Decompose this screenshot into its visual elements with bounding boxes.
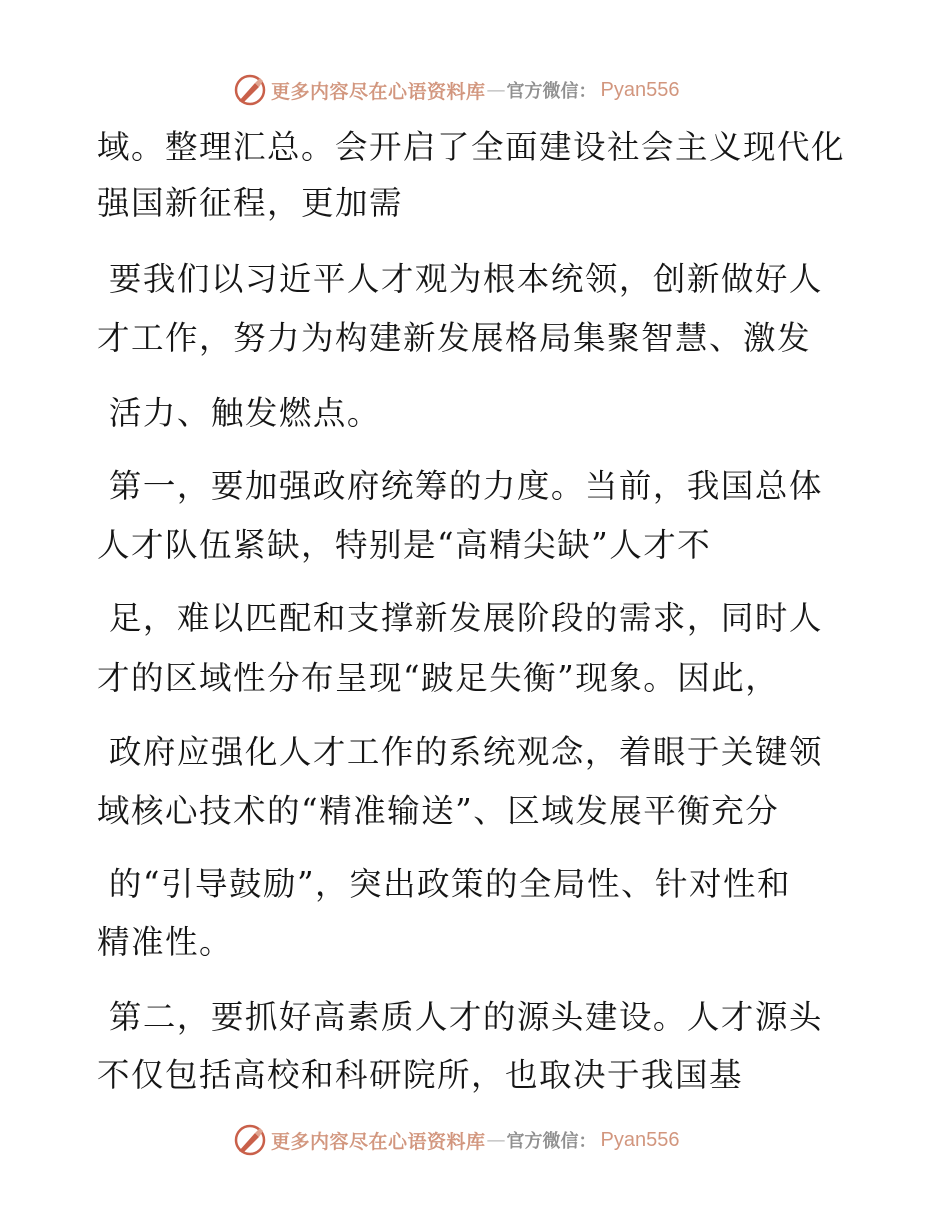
watermark-wechat-id: Pyan556 xyxy=(600,78,680,101)
watermark-footer xyxy=(233,1123,679,1157)
text-line: 第二，要抓好高素质人才的源头建设。人才源头 xyxy=(97,998,823,1036)
watermark-wechat-id: Pyan556 xyxy=(600,1128,680,1151)
watermark-header xyxy=(233,73,679,107)
text-line: 第一，要加强政府统筹的力度。当前，我国总体 xyxy=(97,467,823,505)
watermark-suffix: 官方微信： xyxy=(506,81,597,102)
text-line: 才工作，努力为构建新发展格局集聚智慧、激发 xyxy=(97,319,812,357)
watermark-text: 更多内容尽在心语资料库 xyxy=(271,80,486,103)
watermark-suffix: 官方微信： xyxy=(506,1131,597,1152)
text-line: 域。整理汇总。会开启了全面建设社会主义现代化 xyxy=(97,128,846,166)
text-line: 人才队伍紧缺，特别是“高精尖缺”人才不 xyxy=(97,526,712,564)
text-line: 足，难以匹配和支撑新发展阶段的需求，同时人 xyxy=(97,599,823,637)
pen-logo-icon xyxy=(233,73,267,107)
text-line: 才的区域性分布呈现“跛足失衡”现象。因此， xyxy=(97,659,780,697)
text-line: 不仅包括高校和科研院所，也取决于我国基 xyxy=(97,1056,744,1094)
text-line: 的“引导鼓励”，突出政策的全局性、针对性和 xyxy=(97,865,792,903)
text-line: 强国新征程，更加需 xyxy=(97,184,404,222)
text-line: 活力、触发燃点。 xyxy=(97,394,381,432)
pen-logo-icon xyxy=(233,1123,267,1157)
text-line: 政府应强化人才工作的系统观念，着眼于关键领 xyxy=(97,733,823,771)
text-line: 精准性。 xyxy=(97,923,234,961)
text-line: 域核心技术的“精准输送”、区域发展平衡充分 xyxy=(97,792,780,830)
watermark-dash: — xyxy=(486,1129,506,1151)
text-line: 要我们以习近平人才观为根本统领，创新做好人 xyxy=(97,260,823,298)
watermark-dash: — xyxy=(486,79,506,101)
watermark-text: 更多内容尽在心语资料库 xyxy=(271,1130,486,1153)
